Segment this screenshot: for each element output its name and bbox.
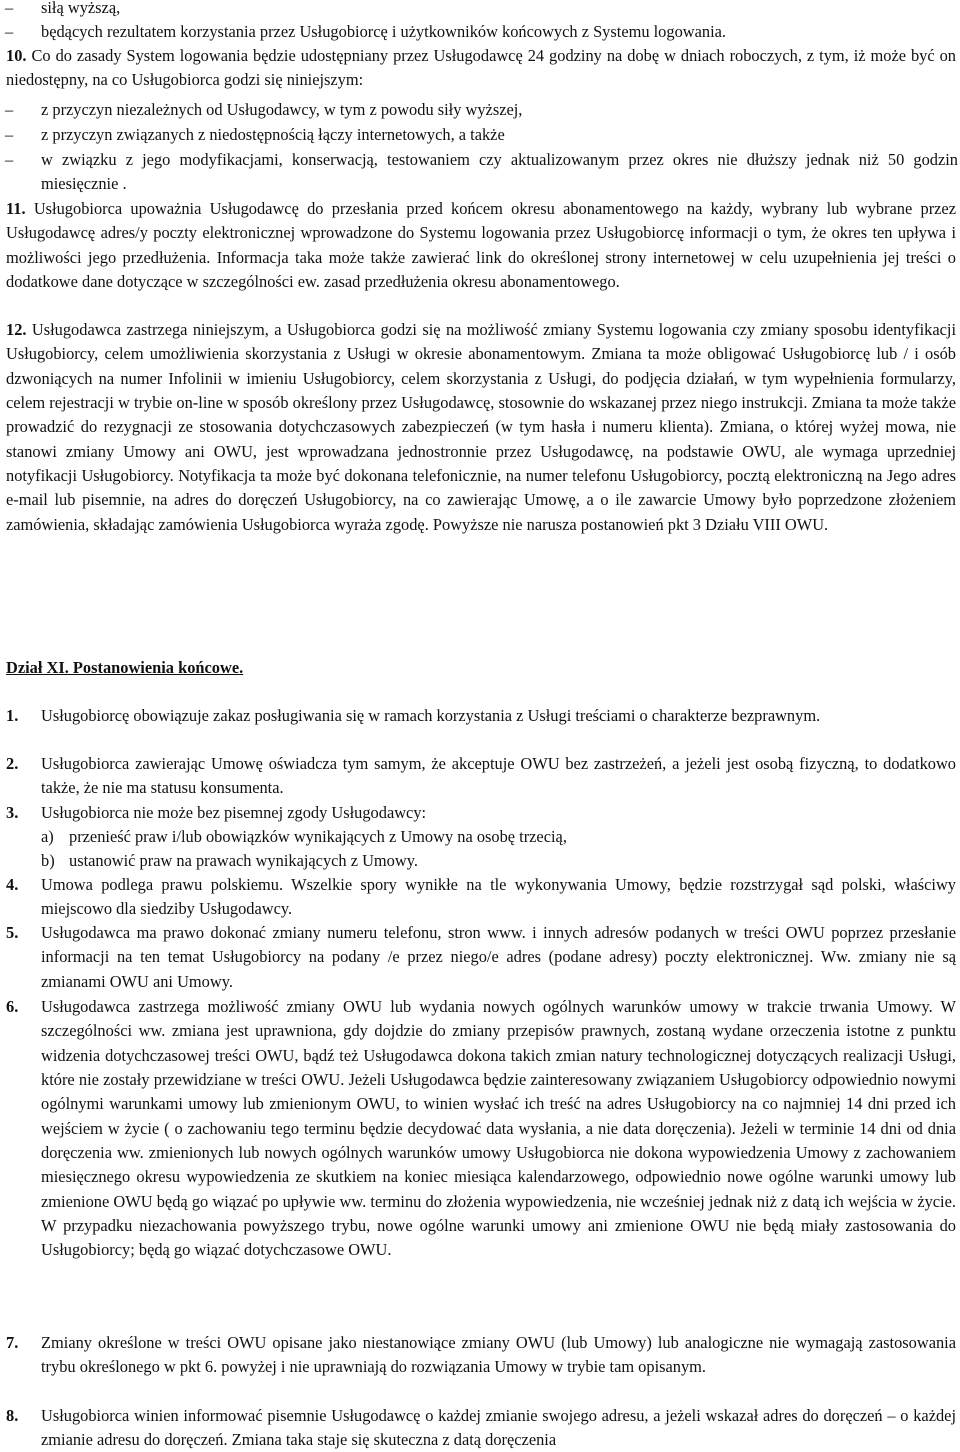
- item-text: Usługodawca zastrzega możliwość zmiany OWU lub wydania nowych ogólnych warunków umowy w trakcie trwania Umowy. W szczególności ww. zmiana jest uprawniona, gdy dojdzie do zmiany przepisów prawnych, zostaną wydane orzeczenia istotne z punktu widzenia dotychczasowej treści OWU, bądź też Usługodawca dokona takich zmian natury technologicznej dotyczących realizacji Usługi, które nie zostały przewidziane w treści OWU. Jeżeli Usługodawca będzie zainteresowany związaniem Usługobiorcy odpowiednio nowymi ogólnymi warunkami umowy lub zmienionym OWU, to winien wysłać ich treść na adres Usługobiorcy na co najmniej 14 dni przed ich wejściem w życie ( o zachowaniu tego terminu będzie decydować data wysłania, a nie data doręczenia). Jeżeli w terminie 14 dni od dnia doręczenia ww. zmienionych lub nowych ogólnych warunków umowy Usługobiorca nie dokona wypowiedzenia Umowy z zachowaniem miesięcznego okresu wypowiedzenia ze skutkiem na koniec miesiąca kalendarzowego, odpowiednio nowe ogólne warunki umowy lub zmienione OWU będą go wiązać po upływie ww. terminu do złożenia wypowiedzenia, nie wcześniej jednak niż z datą ich wejścia w życie. W przypadku niezachowania powyższego trybu, nowe ogólne warunki umowy ani zmienione OWU nie będą miały zastosowania do Usługobiorcy; będą go wiązać dotychczasowe OWU.: [41, 997, 956, 1260]
- item-number: 7.: [6, 1333, 19, 1352]
- paragraph-text: Usługobiorca upoważnia Usługodawcę do przesłania przed końcem okresu abonamentowego na każdy, wybrany lub wybrane przez Usługodawcę adres/y poczty elektronicznej wprowadzone do Systemu logowania przez Usługobiorcę informacji o tym, że okres ten upływa i możliwości jego przedłużenia. Informacja taka może także zawierać link do określonej strony internetowej w celu uzupełnienia jej treści o dodatkowe dane dotyczące w szczególności ew. zasad przedłużenia okresu abonamentowego.: [6, 199, 956, 292]
- bullet-dash: –: [5, 22, 14, 41]
- bullet-text: z przyczyn niezależnych od Usługodawcy, w tym z powodu siły wyższej,: [41, 100, 523, 119]
- item-text: Usługobiorca zawierając Umowę oświadcza tym samym, że akceptuje OWU bez zastrzeżeń, a jeżeli jest osobą fizyczną, to dodatkowo także, że nie ma statusu konsumenta.: [41, 754, 956, 798]
- item-number: 3.: [6, 803, 19, 822]
- item-text: Usługobiorca nie może bez pisemnej zgody Usługodawcy:: [41, 803, 427, 822]
- paragraph-number: 12.: [6, 320, 27, 339]
- bullet-text: siłą wyższą,: [41, 0, 121, 17]
- sub-item-letter: b): [41, 851, 55, 870]
- paragraph-number: 11.: [6, 199, 26, 218]
- item-text: Zmiany określone w treści OWU opisane jako niestanowiące zmiany OWU (lub Umowy) lub analogiczne nie wymagają zastosowania trybu określonego w pkt 6. powyżej i nie uprawniają do rozwiązania Umowy w trybie tam opisanym.: [41, 1333, 956, 1377]
- item-text: Usługobiorca winien informować pisemnie Usługodawcę o każdej zmianie swojego adresu, a jeżeli wskazał adres do doręczeń – o każdej zmianie adresu do doręczeń. Zmiana taka staje się skuteczna z datą doręczenia: [41, 1406, 956, 1450]
- bullet-text: z przyczyn związanych z niedostępnością łączy internetowych, a także: [41, 125, 505, 144]
- paragraph-text: Usługodawca zastrzega niniejszym, a Usługobiorca godzi się na możliwość zmiany Systemu logowania czy zmiany sposobu identyfikacji Usługobiorcy, celem umożliwienia skorzystania z Usługi w okresie abonamentowym. Zmiana ta może obligować Usługobiorcę lub / i osób dzwoniących na numer Infolinii w imieniu Usługobiorcy, celem skorzystania z Usługi, do podjęcia działań, w tym wypełnienia formularzy, celem rejestracji w trybie on-line w sposób określony przez Usługodawcę, stosownie do wskazanej przez niego instrukcji. Zmiana ta może także prowadzić do rezygnacji ze stosowania dotychczasowych zabezpieczeń (w tym hasła i numeru klienta). Zmiana, o której wyżej mowa, nie stanowi zmiany Umowy ani OWU, jest wprowadzana jednostronnie przez Usługodawcę, na podstawie OWU, ale wymaga uprzedniej notyfikacji Usługobiorcy. Notyfikacja ta może być dokonana telefonicznie, na numer telefonu Usługobiorcy, pocztą elektroniczną na Jego adres e-mail lub pisemnie, na adres do doręczeń Usługobiorcy, na co zawierając Umowę, a o ile zawarcie Umowy było poprzedzone złożeniem zamówienia, składając zamówienia Usługobiorca wyraża zgodę. Powyższe nie narusza postanowień pkt 3 Działu VIII OWU.: [6, 320, 956, 534]
- item-text: Usługobiorcę obowiązuje zakaz posługiwania się w ramach korzystania z Usługi treściami o charakterze bezprawnym.: [41, 706, 821, 725]
- item-number: 5.: [6, 923, 19, 942]
- paragraph-text: Co do zasady System logowania będzie udostępniany przez Usługodawcę 24 godziny na dobę w dniach roboczych, z tym, iż może być on niedostępny, na co Usługobiorca godzi się niniejszym:: [6, 46, 956, 90]
- bullet-dash: –: [5, 100, 14, 119]
- bullet-dash: –: [5, 125, 14, 144]
- item-number: 4.: [6, 875, 19, 894]
- item-text: Usługodawca ma prawo dokonać zmiany numeru telefonu, stron www. i innych adresów podanych w treści OWU poprzez przesłanie informacji na ten temat Usługobiorcy na podany /e przez niego/e adres (podane adresy) poczty elektronicznej. Ww. zmiany nie są zmianami OWU ani Umowy.: [41, 923, 956, 991]
- paragraph-12: [6, 318, 956, 537]
- sub-item-text: przenieść praw i/lub obowiązków wynikających z Umowy na osobę trzecią,: [69, 827, 567, 846]
- paragraph-10: [6, 44, 956, 93]
- paragraph-number: 10.: [6, 46, 27, 65]
- item-number: 8.: [6, 1406, 19, 1425]
- item-number: 1.: [6, 706, 19, 725]
- bullet-text: w związku z jego modyfikacjami, konserwacją, testowaniem czy aktualizowanym przez okres nie dłuższy jednak niż 50 godzin miesięcznie .: [41, 150, 958, 194]
- sub-item-text: ustanowić praw na prawach wynikających z Umowy.: [69, 851, 418, 870]
- item-text: Umowa podlega prawu polskiemu. Wszelkie spory wynikłe na tle wykonywania Umowy, będzie rozstrzygał sąd polski, właściwy miejscowo dla siedziby Usługodawcy.: [41, 875, 956, 919]
- sub-item-letter: a): [41, 827, 54, 846]
- item-number: 2.: [6, 754, 19, 773]
- section-heading: Dział XI. Postanowienia końcowe.: [6, 658, 244, 677]
- paragraph-11: [6, 197, 956, 294]
- bullet-dash: –: [5, 0, 14, 17]
- item-number: 6.: [6, 997, 19, 1016]
- bullet-text: będących rezultatem korzystania przez Usługobiorcę i użytkowników końcowych z Systemu logowania.: [41, 22, 727, 41]
- bullet-dash: –: [5, 150, 14, 169]
